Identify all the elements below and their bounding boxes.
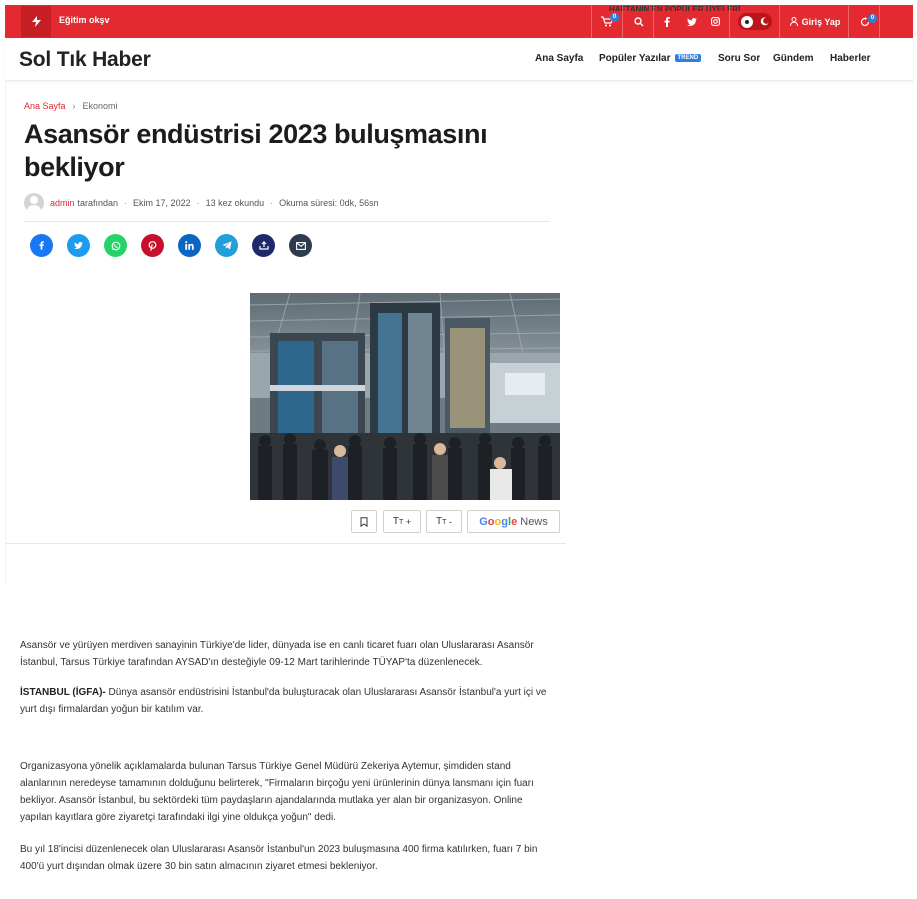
font-size-icon: TT — [392, 516, 404, 527]
breadcrumb — [24, 101, 118, 111]
font-minus-label: - — [448, 516, 452, 527]
dateline: İSTANBUL (İGFA)- — [20, 687, 106, 698]
breadcrumb-home[interactable]: Ana Sayfa — [24, 101, 66, 111]
cart-count-badge: 0 — [610, 13, 619, 22]
article-meta: admin tarafından · Ekim 17, 2022 · 13 kez okundu · Okuma süresi: 0dk, 56sn — [24, 193, 550, 222]
article-featured-image — [250, 293, 560, 500]
top-bar — [5, 5, 913, 38]
breaking-bolt-icon — [21, 6, 51, 37]
share-email-button[interactable] — [289, 234, 312, 257]
facebook-link[interactable] — [657, 5, 677, 38]
article-title: Asansör endüstrisi 2023 buluşmasını bekliyor — [24, 119, 488, 182]
facebook-icon — [664, 17, 670, 27]
share-linkedin-button[interactable] — [178, 234, 201, 257]
cart-button[interactable] — [592, 5, 622, 38]
google-news-label: News — [520, 515, 548, 528]
share-telegram-button[interactable] — [215, 234, 238, 257]
bookmark-icon — [360, 517, 368, 527]
author-suffix: tarafından — [77, 198, 119, 208]
share-whatsapp-button[interactable] — [104, 234, 127, 257]
search-button[interactable] — [625, 5, 653, 38]
nav-home[interactable]: Ana Sayfa — [535, 53, 584, 64]
login-label: Giriş Yap — [801, 16, 841, 27]
popular-members-peek: HAFTANIN EN POPÜLER ÜYELERİ — [609, 5, 741, 11]
author-link[interactable]: admin — [50, 198, 75, 208]
instagram-link[interactable] — [705, 5, 725, 38]
paragraph-2-text: Dünya asansör endüstrisini İstanbul'da buluşturacak olan Uluslararası Asansör İstanbul'a yurt içi ve yurt dışı firmalardan yoğun bir katılım var. — [20, 687, 547, 715]
share-twitter-button[interactable] — [67, 234, 90, 257]
font-plus-label: + — [405, 516, 412, 527]
sun-icon — [741, 16, 753, 28]
view-count: 13 kez okundu — [205, 198, 265, 208]
nav-news[interactable]: Haberler — [830, 53, 871, 64]
google-news-button[interactable] — [467, 510, 560, 533]
trend-badge: TREND — [675, 54, 702, 62]
twitter-link[interactable] — [682, 5, 702, 38]
share-icon — [259, 241, 269, 250]
font-size-icon: TT — [436, 516, 447, 527]
twitter-icon — [74, 242, 83, 249]
pinterest-icon — [148, 241, 157, 251]
nav-popular-posts[interactable] — [599, 53, 701, 64]
google-news-logo: Google — [479, 515, 518, 528]
nav-ask-question[interactable]: Soru Sor — [718, 53, 761, 64]
chevron-right-icon: › — [72, 101, 76, 111]
bookmark-button[interactable] — [351, 510, 377, 533]
user-icon — [790, 17, 798, 26]
notifications-button[interactable] — [851, 5, 879, 38]
site-logo[interactable]: Sol Tık Haber — [19, 48, 151, 71]
notification-count-badge: 0 — [868, 14, 877, 23]
share-facebook-button[interactable] — [30, 234, 53, 257]
site-header — [5, 38, 913, 81]
article-paragraph-2 — [20, 684, 550, 718]
font-decrease-button[interactable] — [426, 510, 462, 533]
email-icon — [296, 242, 306, 250]
twitter-icon — [687, 18, 697, 26]
facebook-icon — [39, 241, 44, 250]
linkedin-icon — [185, 241, 194, 250]
nav-popular-label: Popüler Yazılar — [599, 53, 671, 64]
article-paragraph-1: Asansör ve yürüyen merdiven sanayinin Türkiye'de lider, dünyada ise en canlı ticaret fuarı olan Uluslararası Asansör İstanbul, Tarsus Türkiye tarafından AYSAD'ın desteğiyle 09-12 Mart tarihlerinde TÜYAP'ta düzenlenecek. — [20, 640, 534, 668]
author-avatar[interactable] — [24, 193, 44, 213]
nav-agenda[interactable]: Gündem — [773, 53, 814, 64]
article-paragraph-3: Organizasyona yönelik açıklamalarda bulunan Tarsus Türkiye Genel Müdürü Zekeriya Aytemur, şimdiden stand alanlarının neredeyse tamamının dolduğunu belirterek, "Firmaların birçoğu yeni ürünlerinin dünya lansmanı için fuarı bekliyor. Asansör İstanbul, bu sektördeki tüm paydaşların ajandalarında mutlaka yer alan bir organizasyon. Online yapılan kayıtlara göre ziyaretçi tarafındaki ilgi yine oldukça yoğun" dedi. — [20, 761, 534, 823]
share-buttons — [30, 234, 312, 257]
instagram-icon — [711, 17, 720, 26]
share-native-button[interactable] — [252, 234, 275, 257]
login-button[interactable] — [783, 5, 847, 38]
moon-icon — [760, 17, 769, 26]
article-paragraph-4: Bu yıl 18'incisi düzenlenecek olan Uluslararası Asansör İstanbul'un 2023 buluşmasına 400 firma katılırken, fuarı 7 bin 400'ü yurt dışından olmak üzere 30 bin satın almacının ziyaret etmesi bekleniyor. — [20, 844, 538, 872]
search-icon — [634, 17, 644, 27]
theme-switch[interactable] — [738, 13, 772, 30]
font-increase-button[interactable] — [383, 510, 421, 533]
read-time: Okuma süresi: 0dk, 56sn — [279, 198, 379, 208]
whatsapp-icon — [111, 241, 121, 251]
telegram-icon — [222, 241, 232, 250]
breaking-ticker[interactable]: Eğitim okşv — [59, 15, 110, 25]
share-pinterest-button[interactable] — [141, 234, 164, 257]
breadcrumb-category[interactable]: Ekonomi — [82, 101, 118, 111]
dark-mode-toggle[interactable] — [732, 5, 778, 38]
publish-date: Ekim 17, 2022 — [133, 198, 191, 208]
